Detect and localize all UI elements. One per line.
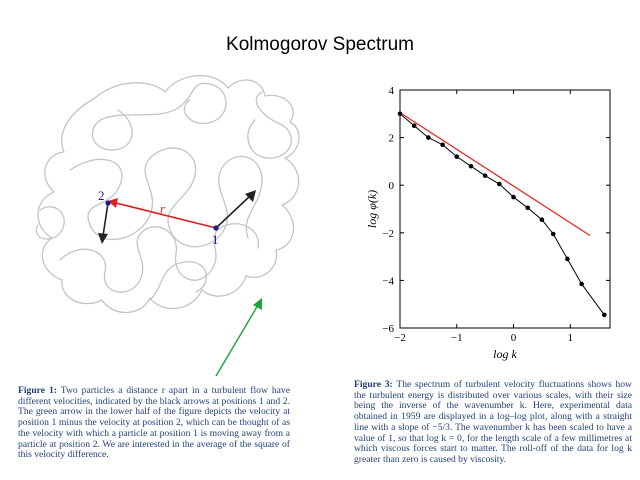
figure1-caption — [18, 386, 290, 461]
y-tick-label: 4 — [388, 85, 394, 97]
data-line — [400, 114, 604, 315]
data-point — [525, 206, 530, 211]
data-point — [497, 182, 502, 187]
slide-title: Kolmogorov Spectrum — [226, 34, 414, 55]
y-tick-label: 2 — [388, 132, 394, 145]
x-axis-label: log k — [493, 347, 517, 361]
y-tick-label: 0 — [388, 180, 394, 193]
particle-2-label: 2 — [98, 188, 105, 203]
y-tick-label: −2 — [382, 227, 394, 240]
fit-line — [400, 113, 590, 236]
data-point — [469, 164, 474, 169]
particle-1-label: 1 — [212, 232, 219, 247]
separation-label: r — [160, 201, 166, 216]
figure1-caption-label: Figure 1: — [18, 385, 57, 396]
figure3-caption — [354, 380, 632, 466]
figure1-caption-text: Two particles a distance r apart in a turbulent flow have different velocities, indicated by the black arrows at positions 1 and 2. The green arrow in the lower half of the figure depicts the velocity at position 1 minus the velocity at position 2, which can be thought of as the velocity with which a particle at position 1 is moving away from a particle at position 2. We are interested in the average of the square of this velocity difference. — [18, 385, 290, 461]
x-tick-label: −2 — [394, 332, 406, 344]
data-point — [440, 142, 445, 147]
data-point — [511, 195, 516, 200]
data-point — [551, 232, 556, 237]
data-point — [602, 313, 607, 318]
x-tick-label: 0 — [510, 332, 517, 344]
data-point — [540, 217, 545, 222]
figure3-caption-label: Figure 3: — [354, 379, 393, 390]
data-point — [398, 112, 403, 117]
y-tick-label: −6 — [382, 323, 394, 335]
data-point — [454, 154, 459, 159]
x-tick-label: 1 — [567, 332, 574, 344]
y-tick-label: −4 — [382, 275, 394, 288]
data-point — [426, 135, 431, 140]
data-point — [412, 123, 417, 128]
y-axis-label: log φ(k) — [365, 189, 379, 229]
plot-frame — [400, 90, 610, 328]
data-point — [565, 257, 570, 262]
x-tick-label: −1 — [450, 332, 463, 344]
figure3-caption-text: The spectrum of turbulent velocity fluctuations shows how the turbulent energy is distributed over various scales, with their size being the inverse of the wavenumber k. Here, experimental data obtained in 1959 are displayed in a log–log plot, along with a straight line with a slope of −5/3. The wavenumber k has been scaled to have a value of 1, so that log k = 0, for the length scale of a few millimetres at which viscous forces start to matter. The roll-off of the data for log k greater than zero is caused by viscosity. — [354, 379, 632, 465]
data-point — [483, 173, 488, 178]
data-point — [579, 282, 584, 287]
